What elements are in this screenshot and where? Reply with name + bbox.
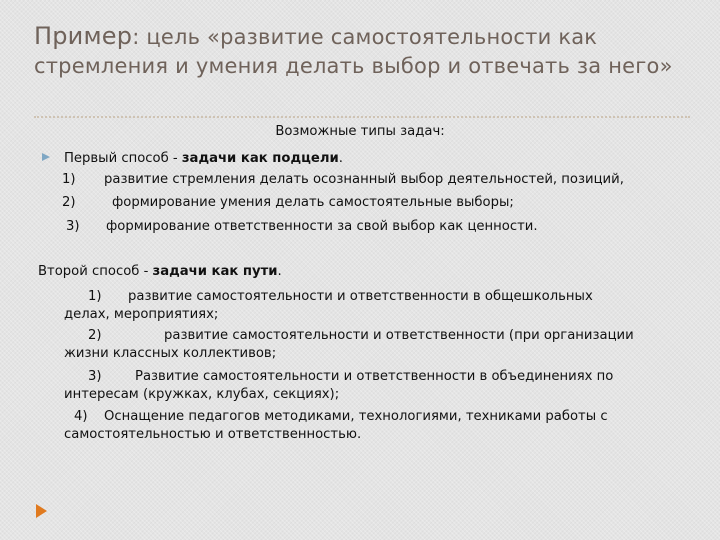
item-text-a: развитие самостоятельности и ответственности (при организации [164,328,634,343]
item-text-a: развитие самостоятельности и ответственности в общешкольных [128,289,593,304]
method-1-label: Первый способ - [64,151,182,166]
item-number: 1) [88,289,102,304]
item-text-b: самостоятельностью и ответственностью. [64,427,362,442]
title-rest: : цель «развитие самостоятельности как стремления и умения делать выбор и отвечать за него» [34,25,673,78]
method-2-item-2 [64,327,664,363]
method-2-bold: задачи как пути [152,264,278,279]
method-1-item-1 [62,172,624,187]
item-text-b: интересам (кружках, клубах, секциях); [64,387,340,402]
item-text-a: Развитие самостоятельности и ответственности в объединениях по [135,369,614,384]
method-2-label: Второй способ - [38,264,153,279]
method-1-end: . [338,151,343,166]
method-2-item-1 [64,288,664,324]
method-1-bold: задачи как подцели [181,151,339,166]
item-number: 4) [74,409,88,424]
method-1-item-2 [62,195,514,210]
item-number: 3) [88,369,102,384]
task-types-heading: Возможные типы задач: [275,124,445,139]
item-number: 2) [88,328,102,343]
method-1-item-3 [66,219,538,234]
method-2-item-3 [64,368,664,404]
title-prefix: Пример [34,22,133,50]
orange-arrow-icon [36,504,47,518]
item-text-a: Оснащение педагогов методиками, технологиями, техниками работы с [104,409,608,424]
right-triangle-bullet-icon [42,153,50,161]
item-text: формирование ответственности за свой выбор как ценности. [106,219,538,234]
item-text-b: делах, мероприятиях; [64,307,219,322]
item-text: развитие стремления делать осознанный выбор деятельностей, позиций, [104,172,624,187]
method-1-line [42,151,343,166]
item-text-b: жизни классных коллективов; [64,346,277,361]
method-2-end: . [277,264,282,279]
item-number: 3) [66,219,80,234]
method-2-line [38,264,282,279]
item-text: формирование умения делать самостоятельные выборы; [112,195,514,210]
method-2-item-4 [64,408,664,444]
item-number: 1) [62,172,76,187]
item-number: 2) [62,195,76,210]
